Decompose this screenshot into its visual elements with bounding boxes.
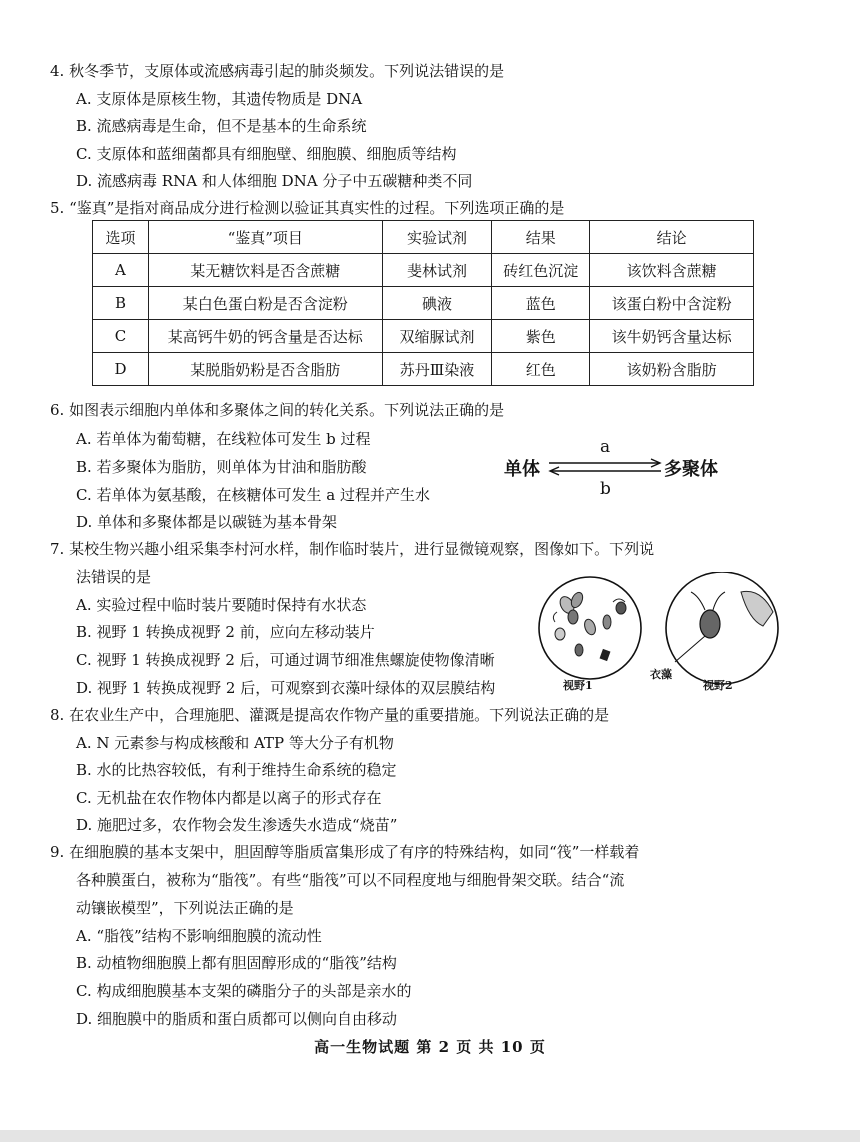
table-cell: 斐林试剂 [382,254,492,287]
table-cell: 该牛奶钙含量达标 [590,320,754,353]
scan-edge [0,1130,860,1142]
page-footer: 高一生物试题 第 2 页 共 10 页 [314,1038,546,1056]
field-2-label: 视野2 [703,679,733,692]
field-1-label: 视野1 [563,679,593,692]
q4-stem: 4. 秋冬季节，支原体或流感病毒引起的肺炎频发。下列说法错误的是 [50,62,505,80]
diagram-label-polymer: 多聚体 [664,459,718,480]
table-row [93,254,754,287]
q4-option-a: A. 支原体是原核生物，其遗传物质是 DNA [76,90,363,108]
table-row [93,320,754,353]
q8-option-b: B. 水的比热容较低，有利于维持生命系统的稳定 [76,761,397,779]
table-cell: 砖红色沉淀 [492,254,590,287]
diagram-label-monomer: 单体 [504,459,540,480]
q7-option-b: B. 视野 1 转换成视野 2 前，应向左移动装片 [76,623,375,641]
table-header-cell: 结果 [492,221,590,254]
table-cell: 双缩脲试剂 [382,320,492,353]
q9-stem-line2: 各种膜蛋白，被称为“脂筏”。有些“脂筏”可以不同程度地与细胞骨架交联。结合“流 [76,871,625,889]
q7-stem-line1: 7. 某校生物兴趣小组采集李村河水样，制作临时装片，进行显微镜观察，图像如下。下列说 [50,540,655,558]
table-header-cell: 实验试剂 [382,221,492,254]
q9-option-b: B. 动植物细胞膜上都有胆固醇形成的“脂筏”结构 [76,954,397,972]
double-arrow-icon [547,458,663,476]
q4-option-b: B. 流感病毒是生命，但不是基本的生命系统 [76,117,367,135]
table-cell: 该蛋白粉中含淀粉 [590,287,754,320]
table-cell: 该饮料含蔗糖 [590,254,754,287]
q9-option-c: C. 构成细胞膜基本支架的磷脂分子的头部是亲水的 [76,982,412,1000]
q6-stem: 6. 如图表示细胞内单体和多聚体之间的转化关系。下列说法正确的是 [50,401,505,419]
chlamydomonas-pointer-label: 衣藻 [650,668,672,681]
diagram-label-a: a [600,437,611,457]
table-cell: 蓝色 [492,287,590,320]
table-cell: 碘液 [382,287,492,320]
q7-option-c: C. 视野 1 转换成视野 2 后，可通过调节细准焦螺旋使物像清晰 [76,651,495,669]
table-header-cell: “鉴真”项目 [148,221,382,254]
q6-option-c: C. 若单体为氨基酸，在核糖体可发生 a 过程并产生水 [76,486,430,504]
table-cell: 某高钙牛奶的钙含量是否达标 [148,320,382,353]
q4-option-c: C. 支原体和蓝细菌都具有细胞壁、细胞膜、细胞质等结构 [76,145,457,163]
q7-stem-line2: 法错误的是 [76,568,152,586]
table-row [93,287,754,320]
table-row [93,353,754,386]
table-cell: 苏丹Ⅲ染液 [382,353,492,386]
q5-table [92,220,754,386]
q9-stem-line3: 动镶嵌模型”，下列说法正确的是 [76,899,294,917]
q9-option-a: A. “脂筏”结构不影响细胞膜的流动性 [76,927,322,945]
field-of-view-2 [666,572,778,684]
q7-option-a: A. 实验过程中临时装片要随时保持有水状态 [76,596,367,614]
table-header-cell: 选项 [93,221,149,254]
table-cell: 紫色 [492,320,590,353]
q6-option-d: D. 单体和多聚体都是以碳链为基本骨架 [76,513,338,531]
field-of-view-1 [539,577,641,679]
table-cell: 红色 [492,353,590,386]
q6-option-b: B. 若多聚体为脂肪，则单体为甘油和脂肪酸 [76,458,367,476]
q6-option-a: A. 若单体为葡萄糖，在线粒体可发生 b 过程 [76,430,371,448]
q8-option-c: C. 无机盐在农作物体内都是以离子的形式存在 [76,789,382,807]
table-cell: B [93,287,149,320]
diagram-label-b: b [600,479,611,499]
q9-stem-line1: 9. 在细胞膜的基本支架中，胆固醇等脂质富集形成了有序的特殊结构，如同“筏”一样载着 [50,843,640,861]
table-cell: 某无糖饮料是否含蔗糖 [148,254,382,287]
table-cell: 某白色蛋白粉是否含淀粉 [148,287,382,320]
q5-stem: 5. “鉴真”是指对商品成分进行检测以验证其真实性的过程。下列选项正确的是 [50,199,565,217]
table-cell: C [93,320,149,353]
table-header-cell: 结论 [590,221,754,254]
table-header-row [93,221,754,254]
q7-option-d: D. 视野 1 转换成视野 2 后，可观察到衣藻叶绿体的双层膜结构 [76,679,496,697]
q8-stem: 8. 在农业生产中，合理施肥、灌溉是提高农作物产量的重要措施。下列说法正确的是 [50,706,610,724]
q9-option-d: D. 细胞膜中的脂质和蛋白质都可以侧向自由移动 [76,1010,398,1028]
q8-option-a: A. N 元素参与构成核酸和 ATP 等大分子有机物 [76,734,394,752]
table-cell: D [93,353,149,386]
table-cell: A [93,254,149,287]
table-cell: 该奶粉含脂肪 [590,353,754,386]
q4-option-d: D. 流感病毒 RNA 和人体细胞 DNA 分子中五碳糖种类不同 [76,172,473,190]
table-cell: 某脱脂奶粉是否含脂肪 [148,353,382,386]
q8-option-d: D. 施肥过多，农作物会发生渗透失水造成“烧苗” [76,816,398,834]
